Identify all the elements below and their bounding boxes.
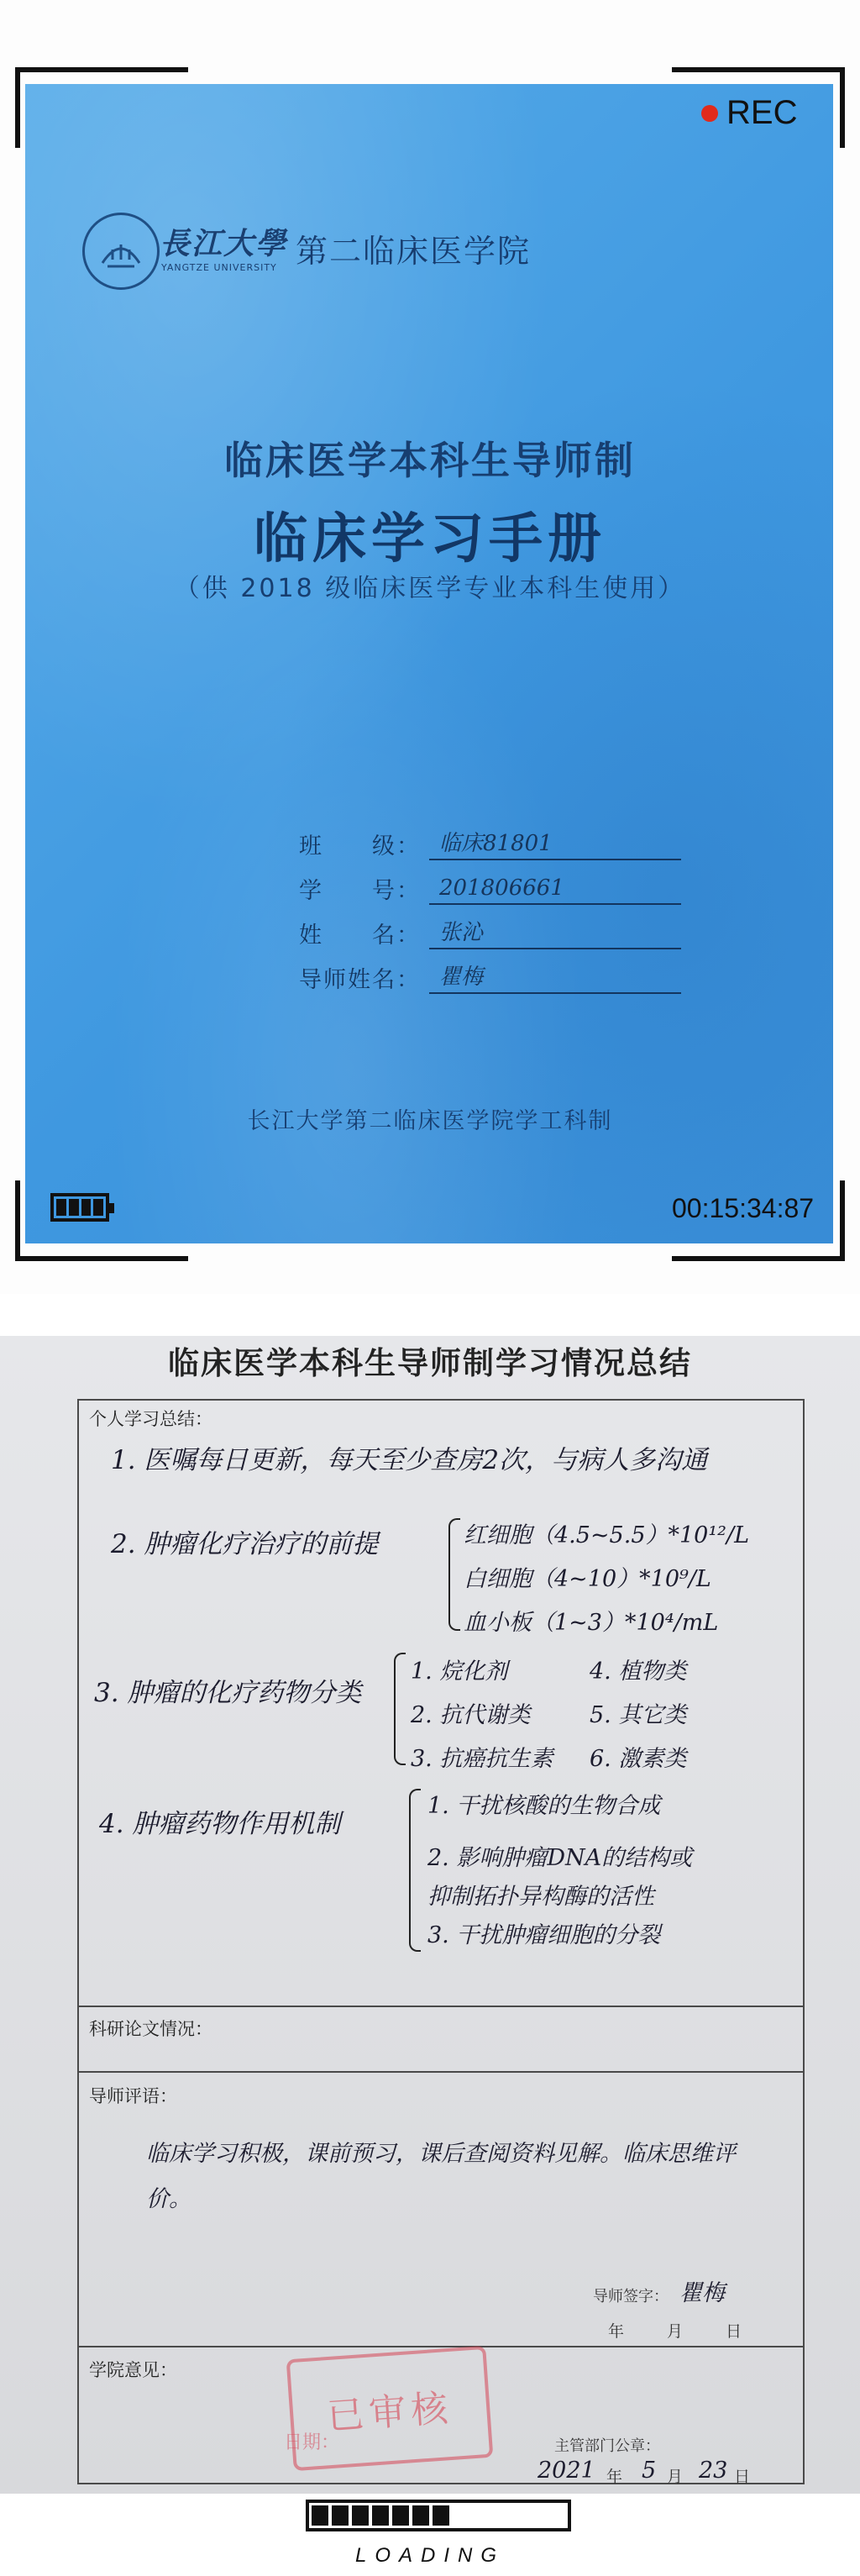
item-4-sub-3: 抑制拓扑异构酶的活性 [427, 1884, 654, 1910]
date-year-value: 2021 [538, 2458, 595, 2484]
loading-progress-bar [306, 2500, 571, 2531]
summary-form [77, 1399, 805, 2484]
university-name: 長江大學 [160, 226, 288, 261]
item-3-brace [394, 1653, 406, 1765]
progress-segment [433, 2505, 449, 2526]
item-3-sub-6: 6. 激素类 [590, 1746, 687, 1772]
item-2-sub-2: 白细胞（4~10）*10⁹/L [464, 1566, 711, 1592]
tutor-date-day-label: 日 [726, 2322, 742, 2341]
section-divider [79, 2346, 803, 2347]
tutor-field [299, 961, 681, 994]
handbook-note: （供 2018 级临床医学专业本科生使用） [174, 574, 686, 603]
rec-indicator [701, 94, 797, 132]
name-label: 姓 名： [299, 923, 421, 949]
student-id-field [299, 872, 681, 905]
rec-label: REC [726, 94, 798, 131]
name-value: 张沁 [429, 917, 681, 949]
date-month-label: 月 [667, 2468, 684, 2486]
research-label: 科研论文情况： [89, 2019, 212, 2039]
approval-stamp-date: 日期： [284, 2432, 340, 2453]
item-2-sub-3: 血小板（1~3）*10⁴/mL [464, 1610, 719, 1636]
tutor-signature: 瞿梅 [679, 2280, 725, 2306]
summary-item-1: 1. 医嘱每日更新，每天至少查房2次，与病人多沟通 [111, 1445, 708, 1475]
college-opinion-label: 学院意见： [89, 2360, 177, 2380]
progress-segment [372, 2505, 389, 2526]
date-month-value: 5 [642, 2458, 657, 2484]
personal-summary-label: 个人学习总结： [89, 1409, 212, 1429]
tutor-value: 瞿梅 [429, 962, 681, 994]
tutor-comment: 临床学习积极，课前预习，课后查阅资料见解。临床思维评价。 [146, 2141, 736, 2212]
item-3-sub-5: 5. 其它类 [590, 1702, 687, 1728]
loading-progress-fill [312, 2505, 449, 2526]
name-field [299, 917, 681, 949]
date-day-value: 23 [699, 2458, 728, 2484]
progress-segment [392, 2505, 409, 2526]
item-2-brace [448, 1518, 460, 1631]
summary-item-3-head: 3. 肿瘤的化疗药物分类 [94, 1678, 362, 1708]
battery-icon [50, 1193, 109, 1222]
handbook-title: 临床学习手册 [254, 508, 606, 570]
approval-stamp: 已审核 [286, 2346, 494, 2471]
progress-segment [412, 2505, 429, 2526]
university-name-en: YANGTZE UNIVERSITY [161, 262, 277, 273]
class-field [299, 828, 681, 860]
date-year-label: 年 [606, 2468, 623, 2486]
dept-signature-label: 主管部门公章： [554, 2437, 660, 2455]
tutor-signature-label: 导师签字： [593, 2288, 669, 2305]
loading-label: LOADING [354, 2544, 506, 2567]
item-4-sub-2: 2. 影响肿瘤DNA的结构或 [427, 1845, 693, 1871]
tutor-date-year-label: 年 [608, 2322, 625, 2341]
item-3-sub-1: 1. 烷化剂 [411, 1659, 508, 1685]
university-logo-icon [82, 213, 160, 290]
item-3-sub-2: 2. 抗代谢类 [411, 1702, 531, 1728]
section-divider [79, 2006, 803, 2007]
item-2-sub-1: 红细胞（4.5~5.5）*10¹²/L [464, 1522, 750, 1548]
class-label: 班 级： [299, 833, 421, 860]
item-4-sub-4: 3. 干扰肿瘤细胞的分裂 [427, 1922, 661, 1948]
item-4-sub-1: 1. 干扰核酸的生物合成 [427, 1793, 661, 1819]
section-divider [79, 2071, 803, 2073]
issuer: 长江大学第二临床医学院学工科制 [247, 1108, 613, 1134]
rec-dot-icon [701, 105, 718, 122]
item-3-sub-4: 4. 植物类 [590, 1659, 687, 1685]
college-name: 第二临床医学院 [296, 233, 532, 270]
progress-segment [332, 2505, 349, 2526]
class-value: 临床81801 [429, 828, 681, 860]
tutor-comment-label: 导师评语： [89, 2086, 177, 2106]
student-id-label: 学 号： [299, 878, 421, 904]
handbook-subtitle: 临床医学本科生导师制 [224, 438, 636, 483]
progress-segment [312, 2505, 328, 2526]
timecode: 00:15:34:87 [672, 1193, 815, 1223]
progress-segment [352, 2505, 369, 2526]
form-title: 临床医学本科生导师制学习情况总结 [168, 1345, 692, 1381]
summary-item-4-head: 4. 肿瘤药物作用机制 [99, 1809, 341, 1839]
item-4-brace [409, 1789, 421, 1952]
tutor-date-month-label: 月 [667, 2322, 684, 2341]
item-3-sub-3: 3. 抗癌抗生素 [411, 1746, 553, 1772]
summary-item-2-head: 2. 肿瘤化疗治疗的前提 [111, 1529, 379, 1559]
student-id-value: 201806661 [429, 873, 681, 905]
date-day-label: 日 [734, 2468, 751, 2486]
tutor-label: 导师姓名： [299, 967, 421, 993]
